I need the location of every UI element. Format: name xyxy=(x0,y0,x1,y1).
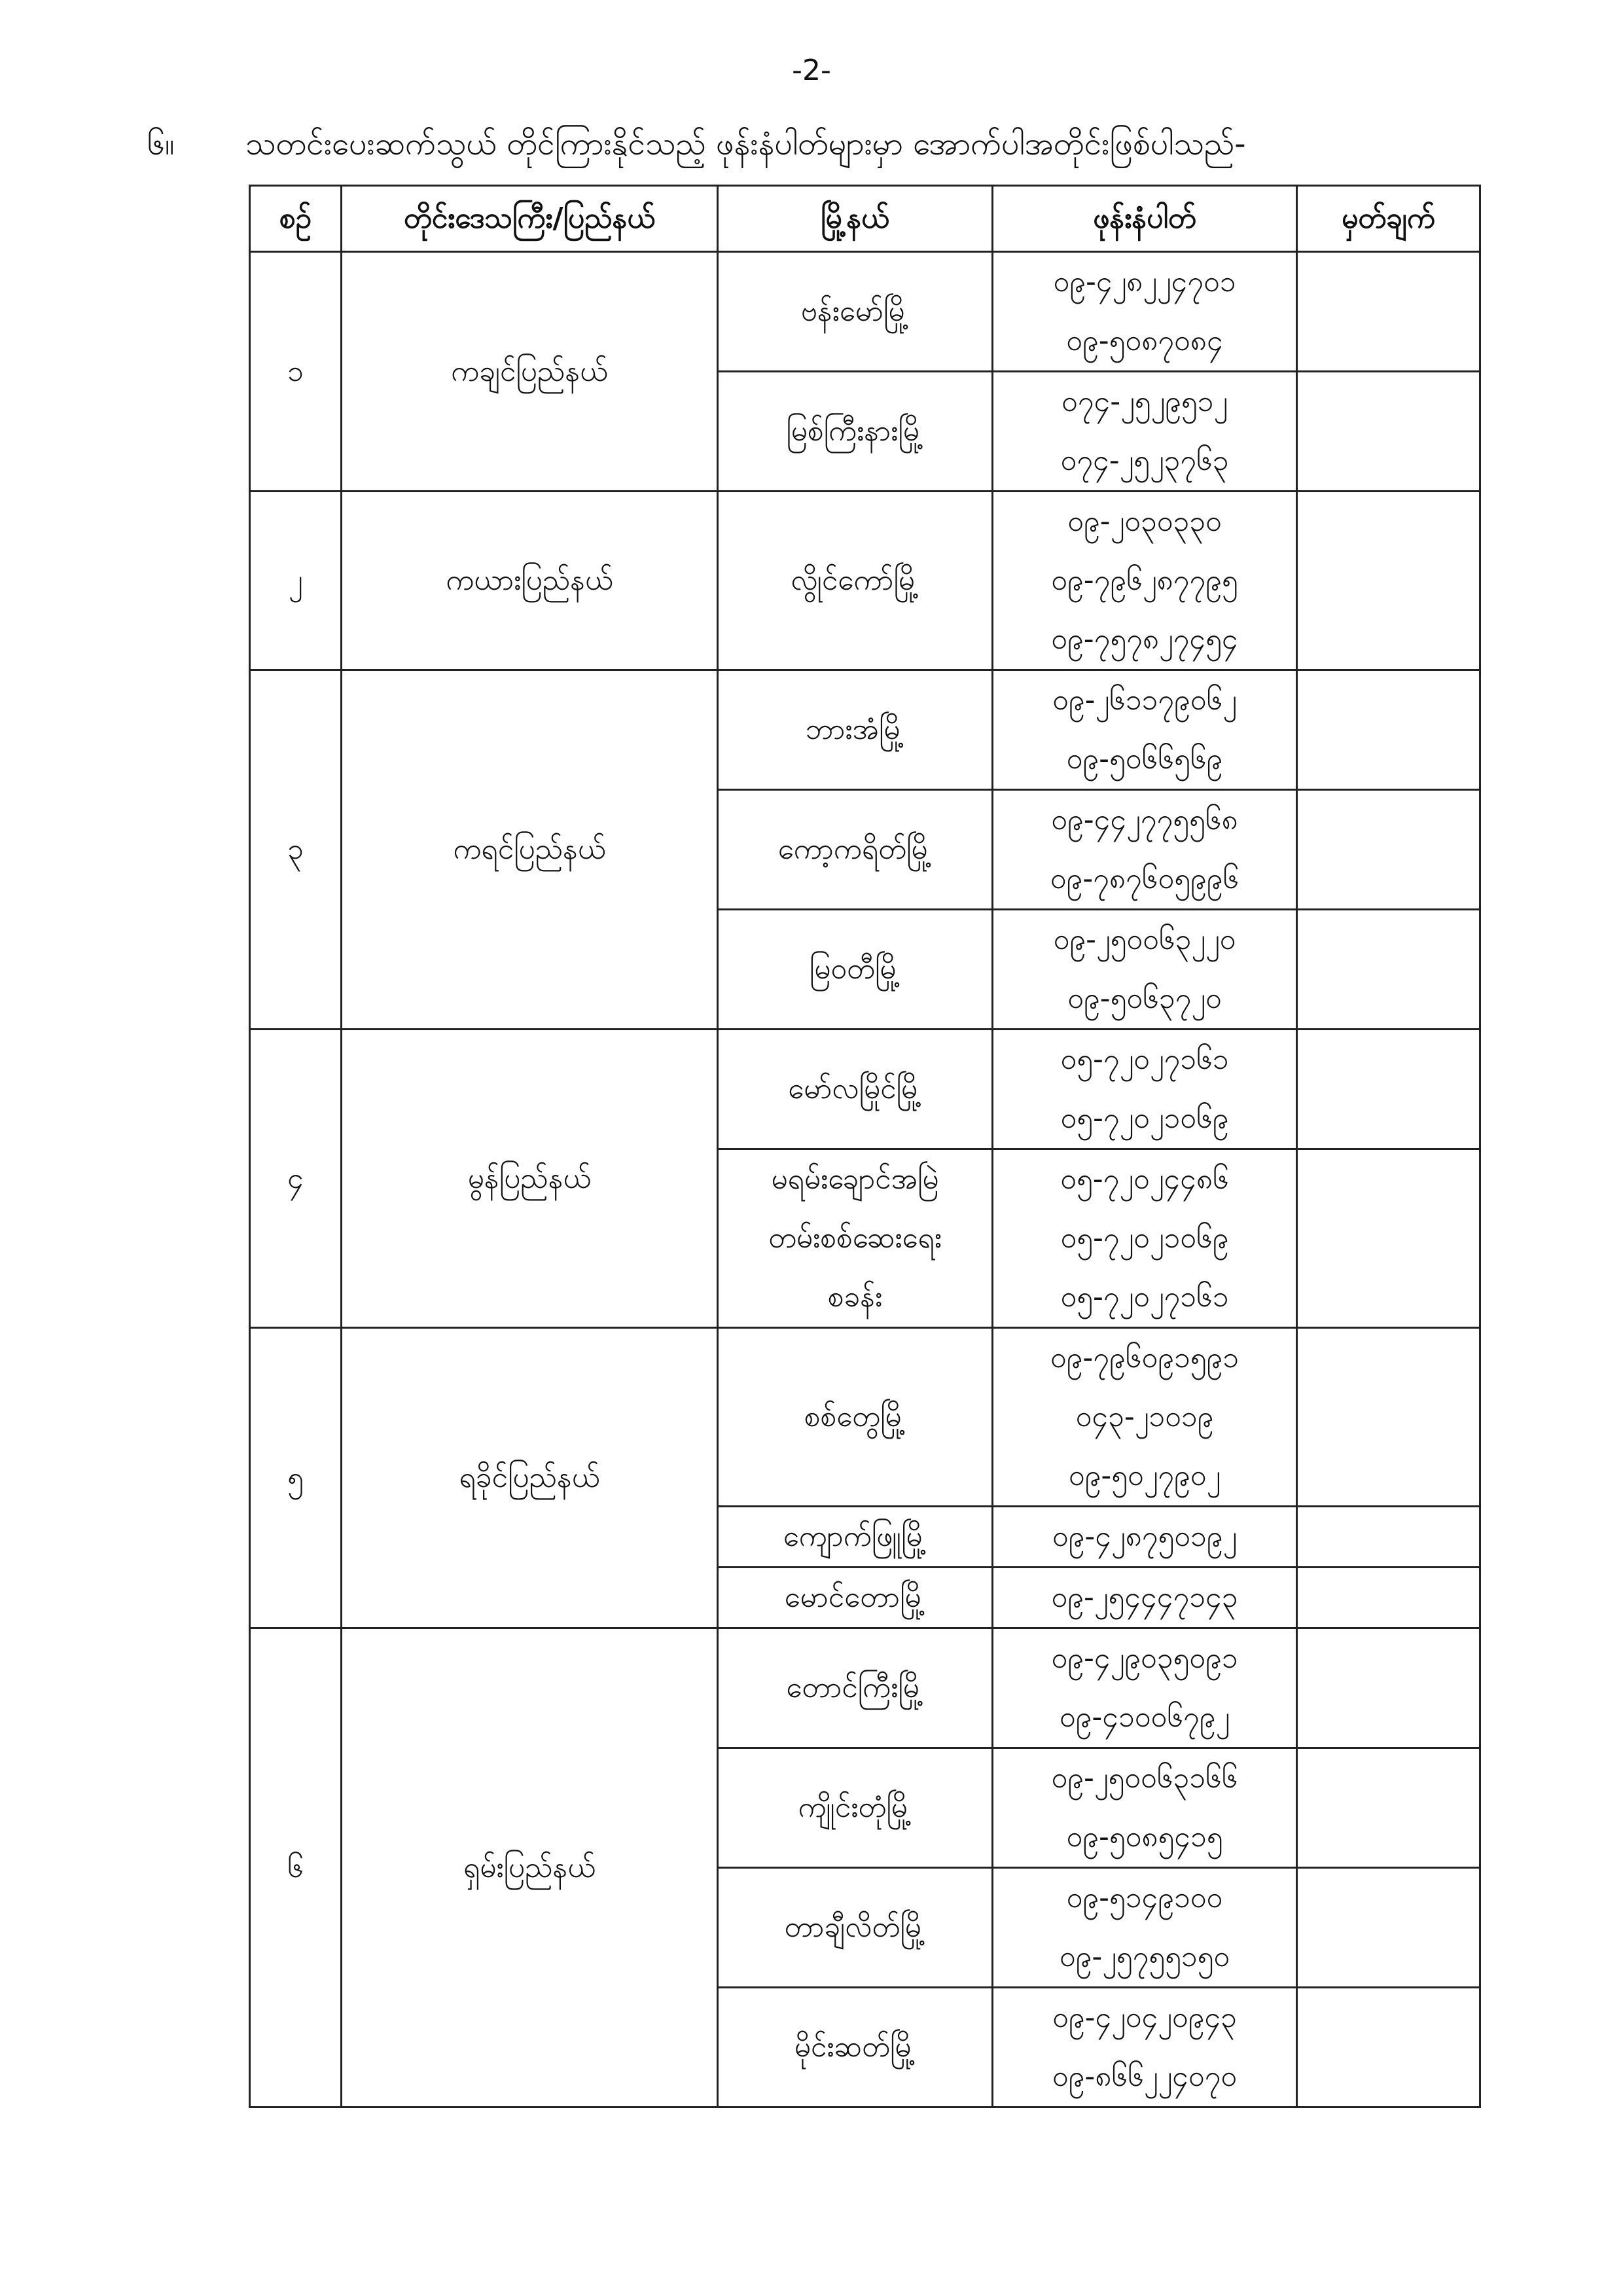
page-number: -2- xyxy=(792,54,831,87)
table-row xyxy=(250,1328,1480,1507)
phone-number: ၀၅-၇၂၀၂၇၁၆၁ xyxy=(1060,1280,1229,1314)
row-number: ၃ xyxy=(250,670,342,1030)
township-name: ကော့ကရိတ်မြို့ xyxy=(718,790,993,910)
phone-numbers xyxy=(993,1988,1297,2108)
phone-number: ၀၉-၅၀၆၃၇၂၀ xyxy=(1067,982,1222,1015)
township-name: တာချီလိတ်မြို့ xyxy=(718,1868,993,1988)
township-name: မရမ်းချောင်အမြဲ တမ်းစစ်ဆေးရေး စခန်း xyxy=(718,1149,993,1328)
phone-numbers xyxy=(993,1149,1297,1328)
remarks-cell xyxy=(1297,1628,1480,1748)
phone-number: ၀၉-၅၁၄၉၁၀၀ xyxy=(1066,1881,1223,1914)
header-phone: ဖုန်းနံပါတ် xyxy=(993,186,1297,252)
phone-number: ၀၇၄-၂၅၂၃၇၆၃ xyxy=(1060,444,1229,477)
paragraph-number: ၆။ xyxy=(147,126,175,162)
phone-number: ၀၅-၇၂၀၂၁၀၆၉ xyxy=(1060,1102,1229,1135)
phone-number: ၀၉-၅၀၆၆၅၆၉ xyxy=(1066,742,1223,776)
phone-number: ၀၅-၇၂၀၂၁၀၆၉ xyxy=(1060,1221,1229,1255)
header-remarks: မှတ်ချက် xyxy=(1297,186,1480,252)
remarks-cell xyxy=(1297,1988,1480,2108)
region-name: ကယားပြည်နယ် xyxy=(342,492,718,670)
remarks-cell xyxy=(1297,1568,1480,1628)
township-name: စစ်တွေမြို့ xyxy=(718,1328,993,1507)
township-name: မြစ်ကြီးနားမြို့ xyxy=(718,372,993,492)
remarks-cell xyxy=(1297,910,1480,1030)
township-name: မိုင်းဆတ်မြို့ xyxy=(718,1988,993,2108)
phone-number: ၀၉-၂၅၄၄၄၇၁၄၃ xyxy=(1051,1581,1238,1614)
remarks-cell xyxy=(1297,252,1480,372)
table-header-row xyxy=(250,186,1480,252)
phone-number: ၀၉-၄၄၂၇၇၅၅၆၈ xyxy=(1051,803,1238,836)
table-row xyxy=(250,1030,1480,1149)
phone-numbers xyxy=(993,1507,1297,1568)
phone-number: ၀၉-၅၀၈၇၀၈၄ xyxy=(1066,324,1223,357)
row-number: ၅ xyxy=(250,1328,342,1628)
phone-numbers xyxy=(993,670,1297,790)
phone-number: ၀၉-၂၆၁၁၇၉၀၆၂ xyxy=(1052,683,1237,717)
header-region: တိုင်းဒေသကြီး/ပြည်နယ် xyxy=(342,186,718,252)
township-name: မောင်တောမြို့ xyxy=(718,1568,993,1628)
remarks-cell xyxy=(1297,1868,1480,1988)
phone-numbers xyxy=(993,910,1297,1030)
township-name: ဘားအံမြို့ xyxy=(718,670,993,790)
region-name: ကရင်ပြည်နယ် xyxy=(342,670,718,1030)
phone-number: ၀၅-၇၂၀၂၇၁၆၁ xyxy=(1060,1043,1229,1076)
table-row xyxy=(250,1628,1480,1748)
phone-numbers xyxy=(993,1568,1297,1628)
remarks-cell xyxy=(1297,372,1480,492)
region-name: ကချင်ပြည်နယ် xyxy=(342,252,718,492)
township-name: ကျောက်ဖြူမြို့ xyxy=(718,1507,993,1568)
remarks-cell xyxy=(1297,1507,1480,1568)
remarks-cell xyxy=(1297,492,1480,670)
remarks-cell xyxy=(1297,790,1480,910)
intro-text: သတင်းပေးဆက်သွယ် တိုင်ကြားနိုင်သည့် ဖုန်းနံပါတ်များမှာ အောက်ပါအတိုင်းဖြစ်ပါသည်- xyxy=(245,126,1246,162)
phone-numbers xyxy=(993,1868,1297,1988)
township-name: တောင်ကြီးမြို့ xyxy=(718,1628,993,1748)
township-name: မော်လမြိုင်မြို့ xyxy=(718,1030,993,1149)
remarks-cell xyxy=(1297,670,1480,790)
phone-numbers xyxy=(993,492,1297,670)
phone-number: ၀၉-၄၂၀၄၂၀၉၄၃ xyxy=(1052,2001,1237,2034)
remarks-cell xyxy=(1297,1149,1480,1328)
phone-number: ၀၉-၇၈၇၆၀၅၉၉၆ xyxy=(1050,862,1240,895)
table-body xyxy=(250,252,1480,2108)
phone-number: ၀၉-၂၅၇၅၅၁၅၀ xyxy=(1059,1940,1230,1973)
row-number: ၄ xyxy=(250,1030,342,1328)
township-name: မြဝတီမြို့ xyxy=(718,910,993,1030)
region-name: မွန်ပြည်နယ် xyxy=(342,1030,718,1328)
row-number: ၆ xyxy=(250,1628,342,2108)
township-name: ဗန်းမော်မြို့ xyxy=(718,252,993,372)
table-row xyxy=(250,492,1480,670)
phone-number: ၀၉-၂၅၀၀၆၃၂၂၀ xyxy=(1053,923,1236,956)
phone-number: ၀၉-၅၀၂၇၉၀၂ xyxy=(1068,1459,1221,1492)
row-number: ၁ xyxy=(250,252,342,492)
phone-number: ၀၉-၄၂၈၂၂၄၇၀၁ xyxy=(1053,265,1236,298)
phone-numbers xyxy=(993,790,1297,910)
phone-number: ၀၄၃-၂၁၀၁၉ xyxy=(1075,1400,1214,1433)
remarks-cell xyxy=(1297,1030,1480,1149)
phone-number: ၀၉-၈၆၆၂၂၄၀၇၀ xyxy=(1052,2060,1238,2093)
header-no: စဉ် xyxy=(250,186,342,252)
phone-number: ၀၉-၂၅၀၀၆၃၁၆၆ xyxy=(1051,1761,1238,1795)
remarks-cell xyxy=(1297,1328,1480,1507)
phone-numbers xyxy=(993,1030,1297,1149)
phone-numbers xyxy=(993,1748,1297,1868)
region-name: ရခိုင်ပြည်နယ် xyxy=(342,1328,718,1628)
row-number: ၂ xyxy=(250,492,342,670)
phone-number: ၀၉-၄၁၀၀၆၇၉၂ xyxy=(1059,1700,1230,1734)
phone-numbers xyxy=(993,1328,1297,1507)
phone-number: ၀၉-၇၉၆၀၉၁၅၉၁ xyxy=(1050,1341,1240,1374)
township-name: လွိုင်ကော်မြို့ xyxy=(718,492,993,670)
header-township: မြို့နယ် xyxy=(718,186,993,252)
phone-numbers xyxy=(993,372,1297,492)
phone-number: ၀၉-၄၂၈၇၅၀၁၉၂ xyxy=(1052,1520,1238,1553)
phone-number: ၀၉-၄၂၉၀၃၅၀၉၁ xyxy=(1051,1641,1238,1675)
phone-number: ၀၉-၇၉၆၂၈၇၇၉၅ xyxy=(1051,564,1238,597)
township-name: ကျိုင်းတုံမြို့ xyxy=(718,1748,993,1868)
phone-number: ၀၉-၅၀၈၅၄၁၅ xyxy=(1066,1820,1223,1854)
table-row xyxy=(250,670,1480,790)
remarks-cell xyxy=(1297,1748,1480,1868)
phone-number: ၀၅-၇၂၀၂၄၄၈၆ xyxy=(1060,1162,1229,1196)
phone-number: ၀၉-၇၅၇၈၂၇၄၅၄ xyxy=(1051,622,1238,656)
region-name: ရှမ်းပြည်နယ် xyxy=(342,1628,718,2108)
phone-number: ၀၉-၂၀၃၀၃၃၀ xyxy=(1067,505,1222,538)
phone-numbers xyxy=(993,252,1297,372)
phone-number: ၀၇၄-၂၅၂၉၅၁၂ xyxy=(1061,385,1228,418)
table-row xyxy=(250,252,1480,372)
contact-table xyxy=(249,185,1481,2108)
phone-numbers xyxy=(993,1628,1297,1748)
